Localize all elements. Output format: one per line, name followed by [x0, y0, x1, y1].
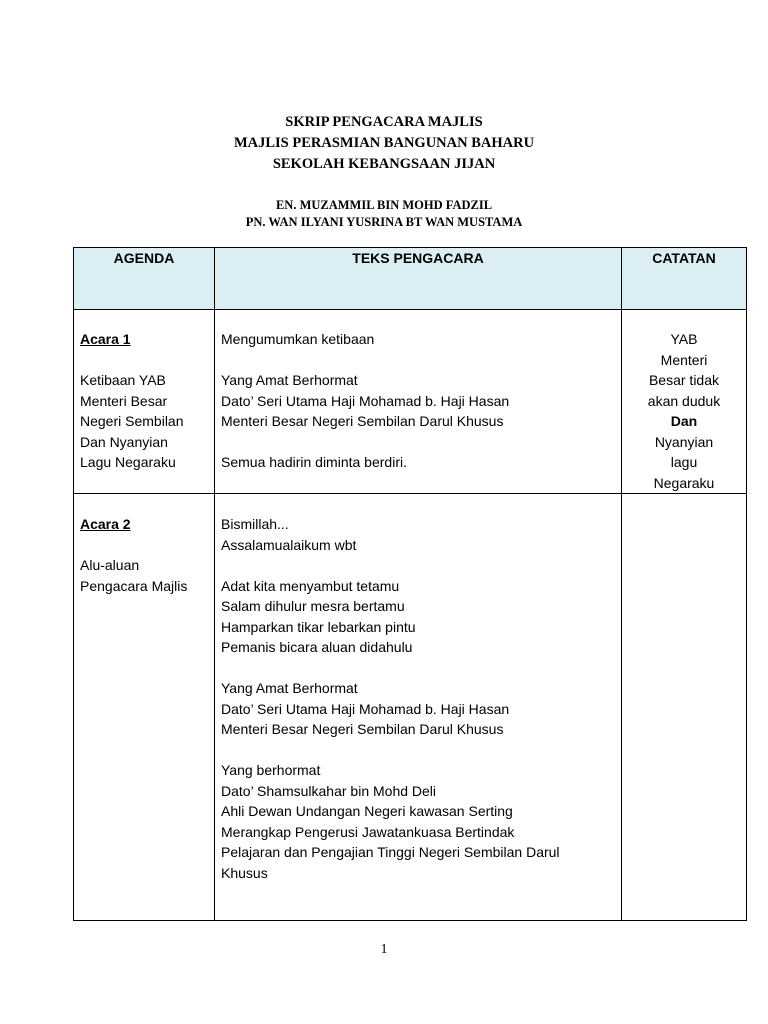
school-name: SEKOLAH KEBANGSAAN JIJAN: [272, 156, 496, 172]
script-line: Pelajaran dan Pengajian Tinggi Negeri Sembilan Darul: [221, 844, 560, 860]
note-line: Negaraku: [653, 474, 715, 491]
agenda-line: Negeri Sembilan: [80, 413, 184, 429]
document-header: [0, 112, 768, 231]
script-line: Semua hadirin diminta berdiri.: [221, 454, 407, 470]
script-line: Merangkap Pengerusi Jawatankuasa Bertindak: [221, 823, 515, 840]
table-row: [74, 494, 747, 921]
header-catatan: CATATAN: [622, 248, 747, 310]
script-line: Hamparkan tikar lebarkan pintu: [221, 618, 416, 635]
script-line: Dato’ Shamsulkahar bin Mohd Deli: [221, 782, 437, 799]
script-line: Salam dihulur mesra bertamu: [221, 598, 405, 614]
script-line: Menteri Besar Negeri Sembilan Darul Khusus: [221, 413, 504, 429]
text-cell: [215, 494, 622, 921]
note-line: akan duduk: [647, 392, 721, 409]
agenda-line: Menteri Besar: [80, 392, 168, 409]
script-line: Mengumumkan ketibaan: [221, 331, 375, 347]
agenda-title: Acara 1: [80, 331, 131, 347]
agenda-line: Alu-aluan: [80, 557, 140, 573]
note-line: Besar tidak: [648, 372, 720, 388]
agenda-line: Lagu Negaraku: [80, 454, 176, 470]
script-table: [73, 247, 747, 921]
event-title: MAJLIS PERASMIAN BANGUNAN BAHARU: [233, 135, 535, 151]
script-line: Adat kita menyambut tetamu: [221, 577, 400, 594]
script-line: Yang Amat Berhormat: [221, 372, 358, 388]
script-line: Assalamualaikum wbt: [221, 536, 357, 553]
table-header-row: [74, 248, 747, 310]
script-line: Menteri Besar Negeri Sembilan Darul Khusus: [221, 721, 504, 737]
script-line: Yang Amat Berhormat: [221, 680, 358, 696]
agenda-line: Dan Nyanyian: [80, 433, 168, 450]
script-line: Pemanis bicara aluan didahulu: [221, 639, 413, 655]
note-cell: [622, 310, 747, 494]
agenda-cell: [74, 494, 215, 921]
agenda-line: Pengacara Majlis: [80, 577, 188, 594]
header-teks-pengacara: TEKS PENGACARA: [215, 248, 622, 310]
script-line: Dato’ Seri Utama Haji Mohamad b. Haji Hasan: [221, 700, 510, 717]
agenda-title: Acara 2: [80, 516, 131, 532]
note-line: YAB: [670, 331, 698, 347]
header-agenda: AGENDA: [74, 248, 215, 310]
text-cell: [215, 310, 622, 494]
script-line: Dato’ Seri Utama Haji Mohamad b. Haji Hasan: [221, 392, 510, 409]
emcee-name-1: EN. MUZAMMIL BIN MOHD FADZIL: [275, 198, 493, 212]
table-row: [74, 310, 747, 494]
note-line: Menteri: [660, 351, 708, 368]
page-number: 1: [380, 942, 388, 957]
script-line: Khusus: [221, 864, 268, 881]
note-cell: [622, 494, 747, 921]
script-line: Bismillah...: [221, 516, 289, 532]
script-line: Yang berhormat: [221, 762, 321, 778]
agenda-line: Ketibaan YAB: [80, 372, 166, 388]
note-line: lagu: [670, 454, 698, 470]
script-line: Ahli Dewan Undangan Negeri kawasan Serting: [221, 803, 513, 819]
note-line: Dan: [670, 413, 698, 429]
agenda-cell: [74, 310, 215, 494]
script-title: SKRIP PENGACARA MAJLIS: [285, 114, 483, 130]
emcee-name-2: PN. WAN ILYANI YUSRINA BT WAN MUSTAMA: [245, 215, 523, 229]
note-line: Nyanyian: [654, 433, 714, 450]
